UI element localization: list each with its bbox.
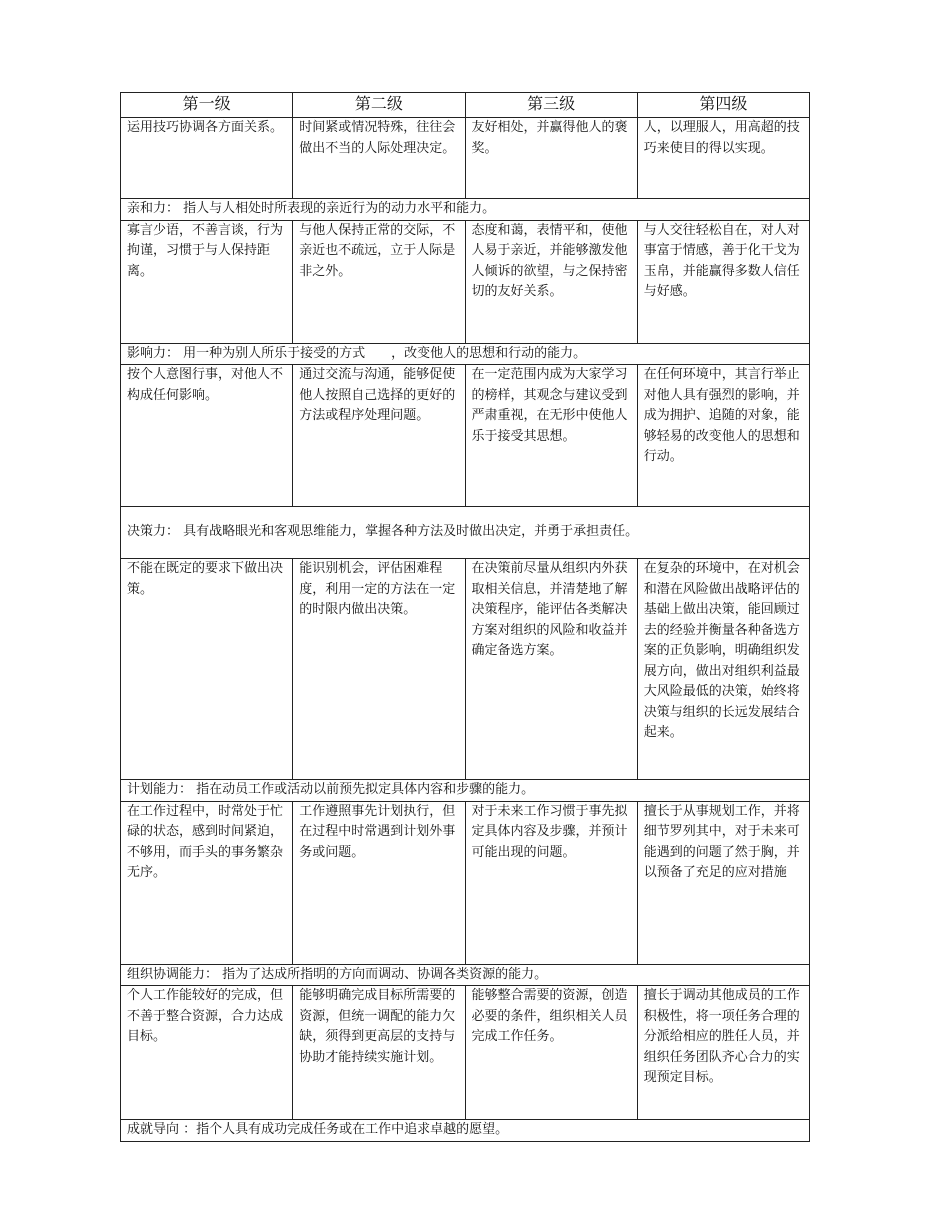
level-3-cell: 对于未来工作习惯于事先拟定具体内容及步骤，并预计可能出现的问题。 [465, 801, 637, 964]
header-row [121, 93, 810, 118]
level-3-cell: 态度和蔼，表情平和，使他人易于亲近，并能够激发他人倾诉的欲望，与之保持密切的友好关系。 [465, 220, 637, 343]
table-row [121, 801, 810, 964]
section-row [121, 507, 810, 559]
header-level-1: 第一级 [121, 93, 293, 118]
table-row [121, 986, 810, 1120]
table-row [121, 559, 810, 780]
level-4-cell: 擅长于调动其他成员的工作积极性，将一项任务合理的分派给相应的胜任人员，并组织任务团队齐心合力的实现预定目标。 [637, 986, 809, 1120]
header-level-3: 第三级 [465, 93, 637, 118]
header-level-4: 第四级 [637, 93, 809, 118]
table-row [121, 220, 810, 343]
table-row [121, 365, 810, 507]
level-2-cell: 能识别机会，评估困难程度，利用一定的方法在一定的时限内做出决策。 [293, 559, 465, 780]
level-1-cell: 运用技巧协调各方面关系。 [121, 118, 293, 199]
section-row [121, 343, 810, 365]
header-level-2: 第二级 [293, 93, 465, 118]
section-row [121, 964, 810, 986]
level-4-cell: 人，以理服人，用高超的技巧来使目的得以实现。 [637, 118, 809, 199]
level-1-cell: 个人工作能较好的完成，但不善于整合资源，合力达成目标。 [121, 986, 293, 1120]
level-2-cell: 能够明确完成目标所需要的资源，但统一调配的能力欠缺，须得到更高层的支持与协助才能持续实施计划。 [293, 986, 465, 1120]
level-1-cell: 在工作过程中，时常处于忙碌的状态，感到时间紧迫，不够用，而手头的事务繁杂无序。 [121, 801, 293, 964]
level-1-cell: 不能在既定的要求下做出决策。 [121, 559, 293, 780]
level-4-cell: 与人交往轻松自在，对人对事富于情感，善于化干戈为玉帛，并能赢得多数人信任与好感。 [637, 220, 809, 343]
level-2-cell: 工作遵照事先计划执行，但在过程中时常遇到计划外事务或问题。 [293, 801, 465, 964]
competency-table [120, 92, 810, 1142]
table-row [121, 118, 810, 199]
level-2-cell: 与他人保持正常的交际，不亲近也不疏远，立于人际是非之外。 [293, 220, 465, 343]
level-3-cell: 在决策前尽量从组织内外获取相关信息，并清楚地了解决策程序，能评估各类解决方案对组织的风险和收益并确定备选方案。 [465, 559, 637, 780]
level-1-cell: 寡言少语，不善言谈，行为拘谨，习惯于与人保持距离。 [121, 220, 293, 343]
section-row [121, 199, 810, 221]
level-4-cell: 擅长于从事规划工作，并将细节罗列其中，对于未来可能遇到的问题了然于胸，并以预备了充足的应对措施 [637, 801, 809, 964]
level-3-cell: 在一定范围内成为大家学习的榜样，其观念与建议受到严肃重视，在无形中使他人乐于接受其思想。 [465, 365, 637, 507]
level-1-cell: 按个人意图行事，对他人不构成任何影响。 [121, 365, 293, 507]
level-2-cell: 时间紧或情况特殊，往往会做出不当的人际处理决定。 [293, 118, 465, 199]
level-4-cell: 在复杂的环境中，在对机会和潜在风险做出战略评估的基础上做出决策，能回顾过去的经验并衡量各种备选方案的正负影响，明确组织发展方向，做出对组织利益最大风险最低的决策，始终将决策与组织的长远发展结合起来。 [637, 559, 809, 780]
section-definition: 计划能力： 指在动员工作或活动以前预先拟定具体内容和步骤的能力。 [121, 780, 810, 802]
level-3-cell: 友好相处，并赢得他人的褒奖。 [465, 118, 637, 199]
level-4-cell: 在任何环境中，其言行举止对他人具有强烈的影响，并成为拥护、追随的对象，能够轻易的改变他人的思想和行动。 [637, 365, 809, 507]
section-definition: 决策力： 具有战略眼光和客观思维能力，掌握各种方法及时做出决定，并勇于承担责任。 [121, 507, 810, 559]
level-3-cell: 能够整合需要的资源，创造必要的条件，组织相关人员完成工作任务。 [465, 986, 637, 1120]
level-2-cell: 通过交流与沟通，能够促使他人按照自己选择的更好的方法或程序处理问题。 [293, 365, 465, 507]
section-row [121, 1120, 810, 1142]
section-definition: 组织协调能力： 指为了达成所指明的方向而调动、协调各类资源的能力。 [121, 964, 810, 986]
section-definition: 影响力： 用一种为别人所乐于接受的方式 ，改变他人的思想和行动的能力。 [121, 343, 810, 365]
section-definition: 成就导向 ：指个人具有成功完成任务或在工作中追求卓越的愿望。 [121, 1120, 810, 1142]
section-definition: 亲和力： 指人与人相处时所表现的亲近行为的动力水平和能力。 [121, 199, 810, 221]
section-row [121, 780, 810, 802]
